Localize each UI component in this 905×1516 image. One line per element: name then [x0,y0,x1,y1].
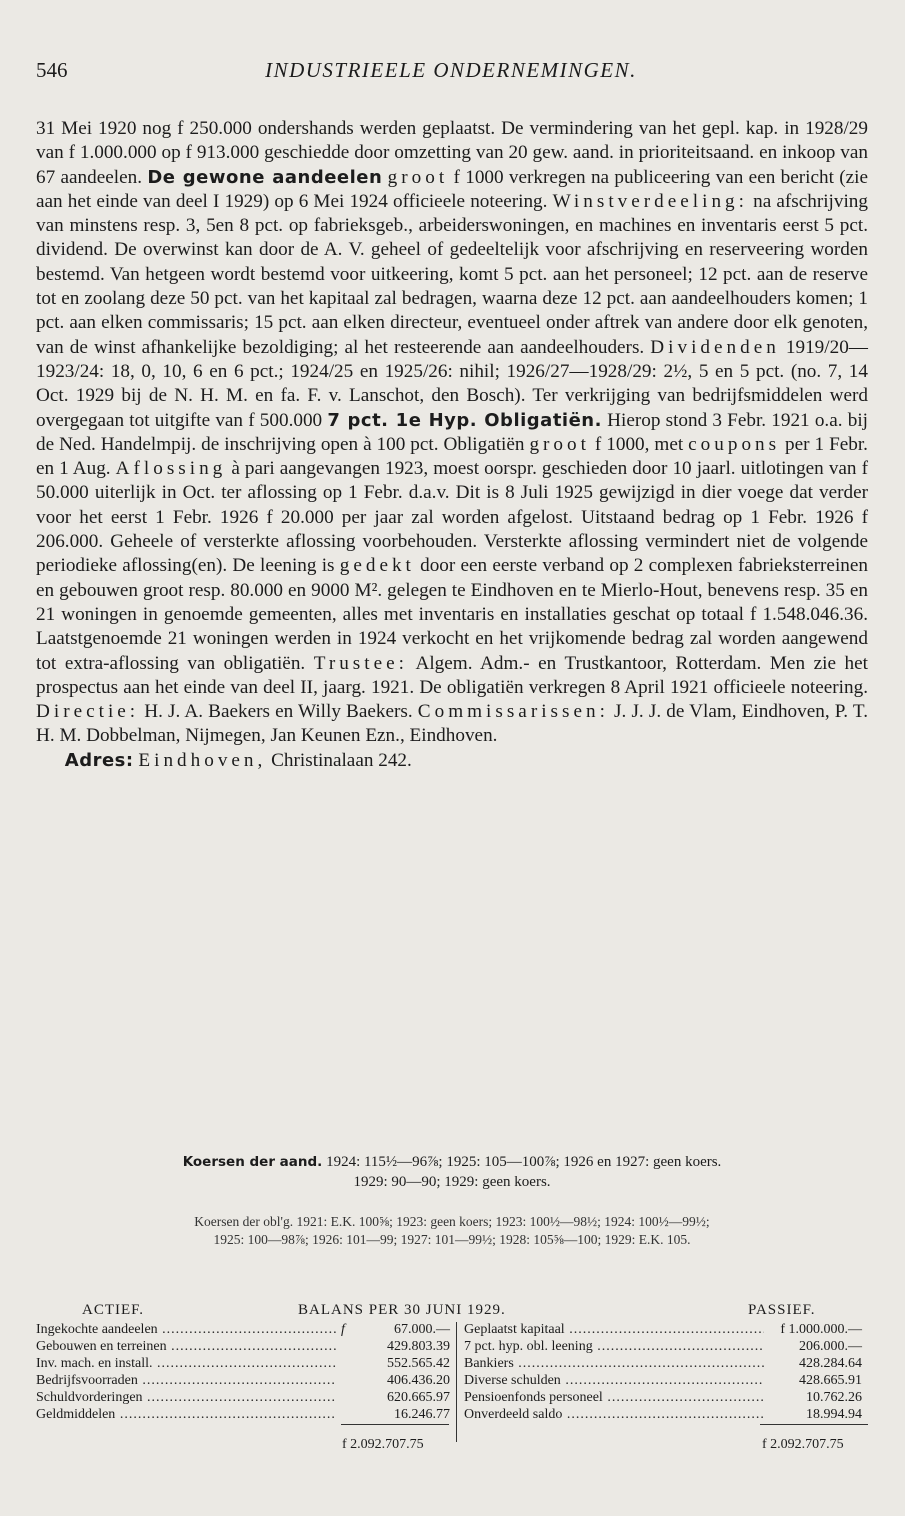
actief-amount: 406.436.20 [383,1373,450,1389]
heading-aflossing: Aflossing [115,458,227,480]
actief-amount: 67.000.— [390,1322,450,1338]
passief-amount: 206.000.— [795,1339,862,1355]
actief-heading: ACTIEF. [82,1302,145,1318]
actief-row [36,1322,456,1339]
passief-label: Bankiers ..... [464,1356,764,1372]
passief-row [464,1356,868,1373]
passief-heading: PASSIEF. [748,1302,816,1318]
actief-amount: 16.246.77 [390,1407,450,1423]
passief-row [464,1390,868,1407]
heading-gewone-aandeelen: De gewone aandeelen [147,166,383,188]
actief-label: Ingekochte aandeelen ..... [36,1322,336,1338]
actief-label: Schuldvorderingen ..... [36,1390,336,1406]
passief-amount: 10.762.26 [802,1390,862,1406]
actief-amount: 429.803.39 [383,1339,450,1355]
actief-amount: 552.565.42 [383,1356,450,1372]
total-actief: f 2.092.707.75 [342,1437,424,1452]
passief-amount: 18.994.94 [802,1407,862,1423]
passief-amount: f 1.000.000.— [776,1322,862,1338]
passief-row [464,1322,868,1339]
actief-row [36,1339,456,1356]
passief-label: Onverdeeld saldo ..... [464,1407,764,1423]
actief-row [36,1390,456,1407]
heading-trustee: Trustee: [313,652,408,674]
total-passief: f 2.092.707.75 [762,1437,844,1452]
actief-label: Bedrijfsvoorraden ..... [36,1373,336,1389]
actief-label: Geldmiddelen ..... [36,1407,336,1423]
balance-table [36,1322,868,1426]
adres-value: Eindhoven, [138,749,267,771]
passief-row [464,1339,868,1356]
balance-totals [36,1437,868,1457]
heading-dividenden: Dividenden [650,336,780,358]
actief-row [36,1356,456,1373]
balance-headings [36,1302,868,1322]
actief-label: Inv. mach. en install. ..... [36,1356,336,1372]
body-text [36,117,868,773]
adres-label: Adres: [64,749,134,771]
heading-winstverdeeling: Winstverdeeling: [552,190,748,212]
actief-currency: f [338,1322,348,1338]
passief-row [464,1407,868,1424]
heading-commissarissen: Commissarissen: [417,701,609,723]
running-title: INDUSTRIEELE ONDERNEMINGEN. [265,58,637,82]
main-paragraph: 31 Mei 1920 nog f 250.000 ondershands werden geplaatst. De vermindering van het gepl. kap. in 1928/29 van f 1.000.000 op f 913.000 geschiedde door omzetting van 20 gew. aand. in prioriteitsaand. en inkoop van 67 aandeelen. De gewone aandeelen groot f 1000 verkregen na publiceering van een bericht (zie aan het einde van deel I 1929) op 6 Mei 1924 officieele noteering. Winstverdeeling: na afschrijving van minstens resp. 3, 5en 8 pct. op fabrieksgeb., arbeiderswoningen, en machines en inventaris eerst 5 pct. dividend. De overwinst kan door de A. V. geheel of gedeeltelijk voor afschrijving en reserveering worden bestemd. Van hetgeen wordt bestemd voor uitkeering, komt 5 pct. aan het personeel; 12 pct. aan de reserve tot en zoolang deze 50 pct. van het kapitaal zal bedragen, waarna deze 12 pct. aan aandeelhouders komen; 1 pct. aan elken commissaris; 15 pct. aan elken directeur, eventueel onder aftrek van andere door elk genoten, van de winst afhankelijke bezoldiging; al het resteerende aan aandeelhouders. Dividenden 1919/20—1923/24: 18, 0, 10, 6 en 6 pct.; 1924/25 en 1925/26: nihil; 1926/27—1928/29: 2½, 5 en 5 pct. (no. 7, 14 Oct. 1929 bij de N. H. M. en fa. F. v. Lanschot, den Bosch). Ter verkrijging van bedrijfsmiddelen werd overgegaan tot uitgifte van f 500.000 7 pct. 1e Hyp. Obligatiën. Hierop stond 3 Febr. 1921 o.a. bij de Ned. Handelmpij. de inschrijving open à 100 pct. Obligatiën groot f 1000, met coupons per 1 Febr. en 1 Aug. Aflossing à pari aangevangen 1923, moest oorspr. geschieden door 10 jaarl. uitlotingen van f 50.000 uiterlijk in Oct. ter aflossing op 1 Febr. d.a.v. Dit is 8 Juli 1925 gewijzigd in dier voege dat verder voor het eerst 1 Febr. 1926 f 20.000 per jaar zal worden afgelost. Uitstaand bedrag op 1 Febr. 1926 f 206.000. Geheele of versterkte aflossing voorbehouden. Versterkte aflossing vermindert niet de volgende periodieke aflossing(en). De leening is gedekt door een eerste verband op 2 complexen fabrieksterreinen en gebouwen groot resp. 80.000 en 9000 M². gelegen te Eindhoven en te Mierlo-Hout, benevens resp. 35 en 21 woningen in genoemde gemeenten, alles met inventaris en installaties geschat op totaal f 1.548.046.36. Laatstgenoemde 21 woningen werden in 1924 verkocht en het vrijkomende bedrag zal worden aangewend tot extra-aflossing van obligatiën. Trustee: Algem. Adm.- en Trustkantoor, Rotterdam. Men zie het prospectus aan het einde van deel II, jaarg. 1921. De obligatiën verkregen 8 April 1921 officieele noteering. Directie: H. J. A. Baekers en Willy Baekers. Commissarissen: J. J. J. de Vlam, Eindhoven, P. T. H. M. Dobbelman, Nijmegen, Jan Keunen Ezn., Eindhoven. Adres: Eindhoven, Christinalaan 242. [36,118,868,771]
actief-label: Gebouwen en terreinen ..... [36,1339,336,1355]
total-rules [36,1424,868,1425]
passief-amount: 428.284.64 [795,1356,862,1372]
page-header [36,58,866,88]
actief-column [36,1322,456,1424]
koersen-obligaties: Koersen der obl'g. 1921: E.K. 100⅝; 1923: geen koers; 1923: 100½—98½; 1924: 100½—99½; 1925: 100—98⅞; 1926: 101—99; 1927: 101—99½; 1928: 105⅝—100; 1929: E.K. 105. [194,1214,710,1247]
passief-label: Pensioenfonds personeel ..... [464,1390,764,1406]
passief-amount: 428.665.91 [795,1373,862,1389]
passief-label: Diverse schulden ..... [464,1373,764,1389]
passief-row [464,1373,868,1390]
actief-row [36,1373,456,1390]
passief-column [464,1322,868,1424]
heading-directie: Directie: [36,701,140,723]
passief-label: 7 pct. hyp. obl. leening ..... [464,1339,764,1355]
koersen-aandeelen: Koersen der aand. 1924: 115½—96⅞; 1925: 105—100⅞; 1926 en 1927: geen koers. 1929: 90—90; 1929: geen koers. [182,1154,722,1190]
balance-title: BALANS PER 30 JUNI 1929. [298,1302,506,1318]
actief-row [36,1407,456,1424]
page-number: 546 [36,58,68,82]
actief-amount: 620.665.97 [383,1390,450,1406]
heading-obligatien: 7 pct. 1e Hyp. Obligatiën. [327,409,602,431]
passief-label: Geplaatst kapitaal ..... [464,1322,764,1338]
